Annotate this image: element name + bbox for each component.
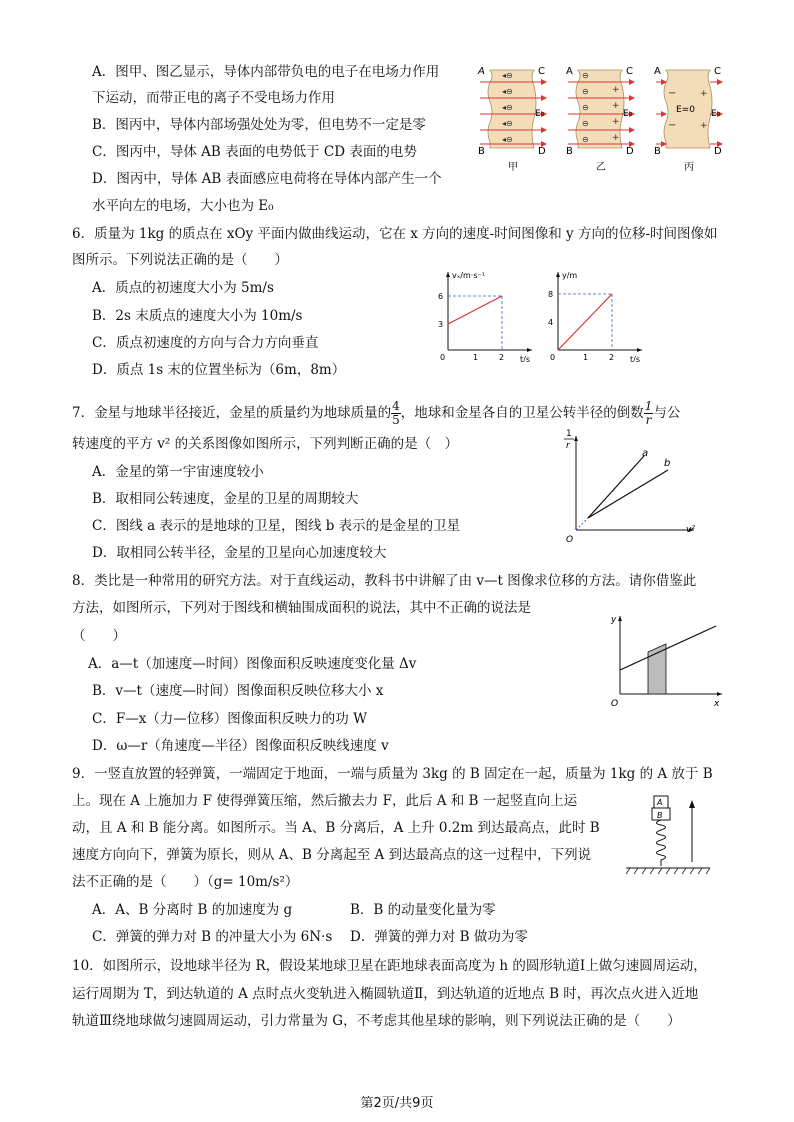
frac2-num: 1: [644, 399, 653, 413]
q7-option-d: D．取相同公转半径，金星的卫星向心加速度较大: [92, 545, 387, 561]
svg-text:+: +: [700, 89, 708, 99]
svg-text:+: +: [612, 85, 620, 95]
label-c: C: [538, 66, 545, 77]
g1-y3: 3: [438, 320, 444, 329]
q8-origin: O: [611, 699, 619, 708]
q6-stem-line1: 6．质量为 1kg 的质点在 xOy 平面内做曲线运动，它在 x 方向的速度-时间图像和 y 方向的位移-时间图像如: [72, 226, 718, 242]
y-t-graph: [548, 271, 642, 362]
q9-option-b: B．B 的动量变化量为零: [350, 902, 496, 918]
block-a-label: A: [657, 798, 663, 807]
block-b-label: B: [657, 811, 663, 820]
q7-stem-part1: 7．金星与地球半径接近，金星的质量约为地球质量的: [72, 405, 392, 421]
g2-y4: 4: [548, 318, 554, 327]
label-c-3: C: [714, 66, 721, 77]
g1-origin: 0: [440, 353, 446, 362]
q9-stem-line3: 动，且 A 和 B 能分离。如图所示。当 A、B 分离后，A 上升 0.2m 到达最高点，此时 B: [72, 820, 600, 836]
q7-origin: O: [566, 535, 574, 545]
label-e0-3: E₀: [711, 109, 721, 119]
q9-spring-figure: [620, 792, 714, 876]
g2-x1: 1: [583, 353, 589, 362]
g2-x2: 2: [609, 353, 615, 362]
q8-ylabel: y: [611, 615, 617, 625]
q9-stem-line5: 法不正确的是（ ）（g= 10m/s²）: [72, 874, 299, 890]
panel-yi: [566, 66, 634, 173]
q9-stem-line4: 速度方向向下，弹簧为原长，则从 A、B 分离起至 A 到达最高点的这一过程中，下列说: [72, 847, 592, 863]
panel-bing: [654, 66, 722, 173]
q6-option-b: B．2s 末质点的速度大小为 10m/s: [92, 308, 303, 324]
q7-option-c: C．图线 a 表示的是地球的卫星，图线 b 表示的是金星的卫星: [92, 518, 461, 534]
label-b-2: B: [566, 146, 573, 157]
svg-text:◂⊖: ◂⊖: [502, 71, 513, 80]
q8-graph: [608, 612, 728, 708]
q7-xlabel: v²: [686, 525, 695, 535]
q5-option-d-line2: 水平向左的电场，大小也为 E₀: [92, 198, 274, 214]
frac-num: 4: [392, 399, 400, 413]
q7-option-b: B．取相同公转速度，金星的卫星的周期较大: [92, 491, 359, 507]
svg-text:⊖: ⊖: [582, 71, 589, 80]
fraction-one-over-r: [644, 400, 654, 427]
q10-stem-line3: 轨道Ⅲ绕地球做匀速圆周运动，引力常量为 G，不考虑其他星球的影响，则下列说法正确的是（ ）: [72, 1013, 681, 1029]
svg-text:+: +: [612, 133, 620, 143]
g2-origin: 0: [550, 353, 556, 362]
q6-stem-line2: 图所示。下列说法正确的是（ ）: [72, 252, 288, 268]
q8-option-c: C．F—x（力—位移）图像面积反映力的功 W: [92, 711, 367, 727]
label-d-3: D: [714, 146, 722, 157]
q5-option-a-line2: 下运动，而带正电的离子不受电场力作用: [92, 90, 335, 106]
svg-text:−: −: [668, 120, 677, 131]
q5-option-b: B．图丙中，导体内部场强处处为零，但电势不一定是零: [92, 117, 426, 133]
g1-xlabel: t/s: [520, 355, 530, 362]
q6-graphs: [432, 266, 642, 362]
q6-option-c: C．质点初速度的方向与合力方向垂直: [92, 335, 319, 351]
q7-stem-line2: 转速度的平方 v² 的关系图像如图所示，下列判断正确的是（ ）: [72, 436, 459, 452]
label-b: B: [478, 146, 485, 157]
q5-option-d-line1: D．图丙中，导体 AB 表面感应电荷将在导体内部产生一个: [92, 171, 442, 187]
panel-label-jia: 甲: [508, 162, 518, 173]
svg-text:◂⊖: ◂⊖: [502, 119, 513, 128]
vx-t-graph: [438, 271, 532, 362]
label-b-3: B: [654, 146, 661, 157]
label-e0-2: E₀: [623, 109, 633, 119]
panel-label-bing: 丙: [684, 162, 694, 173]
g2-y8: 8: [548, 290, 554, 299]
fraction-four-fifths: [391, 400, 401, 427]
svg-text:◂⊖: ◂⊖: [502, 103, 513, 112]
q8-option-b: B．v—t（速度—时间）图像面积反映位移大小 x: [92, 683, 384, 699]
q7-graph: [560, 426, 710, 546]
page-footer: 第2页/共9页: [360, 1096, 434, 1111]
svg-text:⊖: ⊖: [582, 103, 589, 112]
panel-label-yi: 乙: [596, 162, 606, 173]
q9-stem-line1: 9．一竖直放置的轻弹簧，一端固定于地面，一端与质量为 3kg 的 B 固定在一起，质量为 1kg 的 A 放于 B: [72, 766, 713, 782]
q6-option-a: A．质点的初速度大小为 5m/s: [92, 280, 274, 296]
label-e0: E₀: [535, 109, 545, 119]
panel-jia: [477, 66, 546, 173]
q8-stem-line2: 方法，如图所示，下列对于图线和横轴围成面积的说法，其中不正确的说法是: [72, 600, 531, 616]
svg-text:+: +: [700, 121, 708, 131]
q6-option-d: D．质点 1s 末的位置坐标为（6m，8m）: [92, 362, 346, 378]
q7-ylabel-num: 1: [566, 429, 572, 439]
q7-stem-part2: ，地球和金星各自的卫星公转半径的倒数: [400, 405, 644, 421]
q8-option-a: A．a—t（加速度—时间）图像面积反映速度变化量 Δv: [88, 656, 417, 672]
q5-option-c: C．图丙中，导体 AB 表面的电势低于 CD 表面的电势: [92, 144, 417, 160]
q10-stem-line1: 10．如图所示，设地球半径为 R，假设某地球卫星在距地球表面高度为 h 的圆形轨道Ⅰ上做匀速圆周运动，: [72, 958, 707, 974]
q7-ylabel-den: r: [566, 441, 570, 451]
svg-text:+: +: [612, 117, 620, 127]
svg-text:⊖: ⊖: [582, 135, 589, 144]
label-a-3: A: [654, 66, 661, 77]
label-d-2: D: [626, 146, 634, 157]
q8-stem-line1: 8．类比是一种常用的研究方法。对于直线运动，教科书中讲解了由 v—t 图像求位移的方法。请你借鉴此: [72, 573, 697, 589]
q9-option-c: C．弹簧的弹力对 B 的冲量大小为 6N·s: [92, 929, 333, 945]
label-e-zero: E=0: [676, 105, 695, 115]
label-a: A: [478, 66, 485, 77]
q9-option-a: A．A、B 分离时 B 的加速度为 g: [92, 902, 293, 918]
q8-xlabel: x: [714, 699, 720, 708]
q9-option-d: D．弹簧的弹力对 B 做功为零: [350, 929, 528, 945]
label-c-2: C: [626, 66, 633, 77]
q5-conductor-figure: [476, 62, 726, 180]
q8-stem-line3: （ ）: [72, 628, 126, 644]
g2-ylabel: y/m: [562, 271, 578, 280]
label-d: D: [538, 146, 546, 157]
g2-xlabel: t/s: [630, 355, 640, 362]
g1-x1: 1: [473, 353, 479, 362]
svg-text:◂⊖: ◂⊖: [502, 87, 513, 96]
q7-line-a-label: a: [642, 448, 649, 459]
q9-stem-line2: 上。现在 A 上施加力 F 使得弹簧压缩，然后撤去力 F，此后 A 和 B 一起竖直向上运: [72, 793, 578, 809]
svg-text:−: −: [668, 88, 677, 99]
frac2-den: r: [645, 413, 652, 427]
q8-option-d: D．ω—r（角速度—半径）图像面积反映线速度 v: [92, 738, 389, 754]
svg-text:+: +: [612, 101, 620, 111]
svg-text:◂⊖: ◂⊖: [502, 135, 513, 144]
frac-den: 5: [392, 413, 400, 427]
q10-stem-line2: 运行周期为 T，到达轨道的 A 点时点火变轨进入椭圆轨道Ⅱ，到达轨道的近地点 B 时，再次点火进入近地: [72, 986, 699, 1002]
svg-text:⊖: ⊖: [582, 87, 589, 96]
q5-option-a-line1: A．图甲、图乙显示，导体内部带负电的电子在电场力作用: [92, 64, 440, 80]
g1-y6: 6: [438, 292, 444, 301]
q7-stem-part3: 与公: [653, 405, 681, 421]
g1-ylabel: vₓ/m·s⁻¹: [452, 271, 485, 280]
q7-option-a: A．金星的第一宇宙速度较小: [92, 464, 264, 480]
q7-line-b-label: b: [664, 458, 671, 469]
svg-text:⊖: ⊖: [582, 119, 589, 128]
g1-x2: 2: [499, 353, 505, 362]
q7-stem-line1: [72, 400, 680, 427]
label-a-2: A: [566, 66, 573, 77]
